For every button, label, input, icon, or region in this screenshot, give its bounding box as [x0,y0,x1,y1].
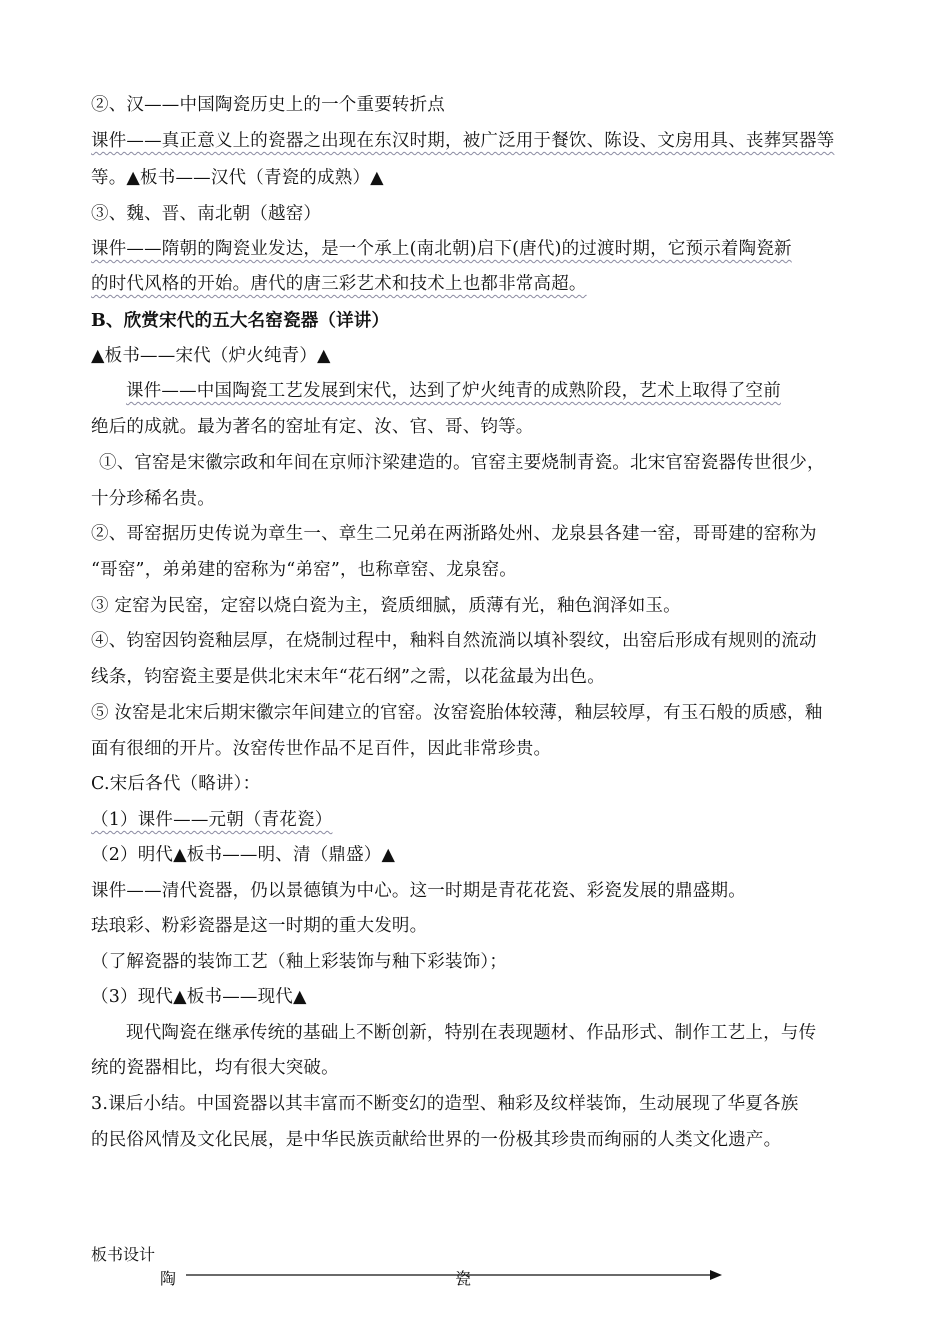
text-line-summary-cont: 的民俗风情及文化民展，是中华民族贡献给世界的一份极其珍贵而绚丽的人类文化遗产。 [91,1130,782,1150]
text-line-song-courseware: 课件——中国陶瓷工艺发展到宋代，达到了炉火纯青的成熟阶段，艺术上取得了空前 [126,381,781,401]
section-heading-post-song: C.宋后各代（略讲）： [91,774,261,794]
text-line-summary: 3.课后小结。中国瓷器以其丰富而不断变幻的造型、釉彩及纹样装饰，生动展现了华夏各族 [91,1094,799,1114]
text-line-ge-kiln-cont: “哥窑”，弟弟建的窑称为“弟窑”，也称章窑、龙泉窑。 [91,560,517,580]
text-line-jun-kiln-cont: 线条，钧窑瓷主要是供北宋末年“花石纲”之需，以花盆最为出色。 [91,667,605,687]
text-line-ru-kiln-cont: 面有很细的开片。汝窑传世作品不足百件，因此非常珍贵。 [91,739,552,759]
text-line-yuan: （1）课件——元朝（青花瓷） [91,810,333,830]
text-line-ding-kiln: ③ 定窑为民窑，定窑以烧白瓷为主，瓷质细腻，质薄有光，釉色润泽如玉。 [91,596,681,616]
text-line-weijin-heading: ③、魏、晋、南北朝（越窑） [91,204,322,224]
text-line-song-kilns: 绝后的成就。最为著名的窑址有定、汝、官、哥、钧等。 [91,417,534,437]
text-line-han-courseware: 课件——真正意义上的瓷器之出现在东汉时期，被广泛用于餐饮、陈设、文房用具、丧葬冥器等 [91,131,835,151]
text-line-ru-kiln: ⑤ 汝窑是北宋后期宋徽宗年间建立的官窑。汝窑瓷胎体较薄，釉层较厚，有玉石般的质感，釉 [91,703,823,723]
text-line-han-heading: ②、汉——中国陶瓷历史上的一个重要转折点 [91,95,445,115]
text-line-modern: 现代陶瓷在继承传统的基础上不断创新，特别在表现题材、作品形式、制作工艺上，与传 [126,1023,817,1043]
text-line-modern-cont: 统的瓷器相比，均有很大突破。 [91,1058,339,1078]
text-line-modern-board: （3）现代▲板书——现代▲ [91,987,307,1007]
board-mid-label: 瓷 [455,1269,472,1288]
text-line-song-board: ▲板书——宋代（炉火纯青）▲ [91,346,331,366]
text-line-han-board: 等。▲板书——汉代（青瓷的成熟）▲ [91,168,384,188]
text-line-tang: 的时代风格的开始。唐代的唐三彩艺术和技术上也都非常高超。 [91,274,587,294]
text-line-falang: 珐琅彩、粉彩瓷器是这一时期的重大发明。 [91,916,428,936]
text-line-jun-kiln: ④、钧窑因钧瓷釉层厚，在烧制过程中，釉料自然流淌以填补裂纹，出窑后形成有规则的流动 [91,631,817,651]
text-line-guan-kiln: ①、官窑是宋徽宗政和年间在京师汴梁建造的。官窑主要烧制青瓷。北宋官窑瓷器传世很少， [99,453,825,473]
board-design-title: 板书设计 [91,1245,156,1264]
text-line-ge-kiln: ②、哥窑据历史传说为章生一、章生二兄弟在两浙路处州、龙泉县各建一窑，哥哥建的窑称为 [91,524,817,544]
board-start-label: 陶 [160,1269,177,1288]
text-line-ming-qing: （2）明代▲板书——明、清（鼎盛）▲ [91,845,396,865]
text-line-qing-courseware: 课件——清代瓷器，仍以景德镇为中心。这一时期是青花花瓷、彩瓷发展的鼎盛期。 [91,881,746,901]
text-line-guan-kiln-cont: 十分珍稀名贵。 [91,489,215,509]
section-heading-song: B、欣赏宋代的五大名窑瓷器（详讲） [91,311,390,331]
text-line-sui-courseware: 课件——隋朝的陶瓷业发达，是一个承上(南北朝)启下(唐代)的过渡时期，它预示着陶瓷新 [91,239,792,259]
board-arrow-head [710,1270,722,1280]
text-line-decoration: （了解瓷器的装饰工艺（釉上彩装饰与釉下彩装饰）； [91,952,508,972]
